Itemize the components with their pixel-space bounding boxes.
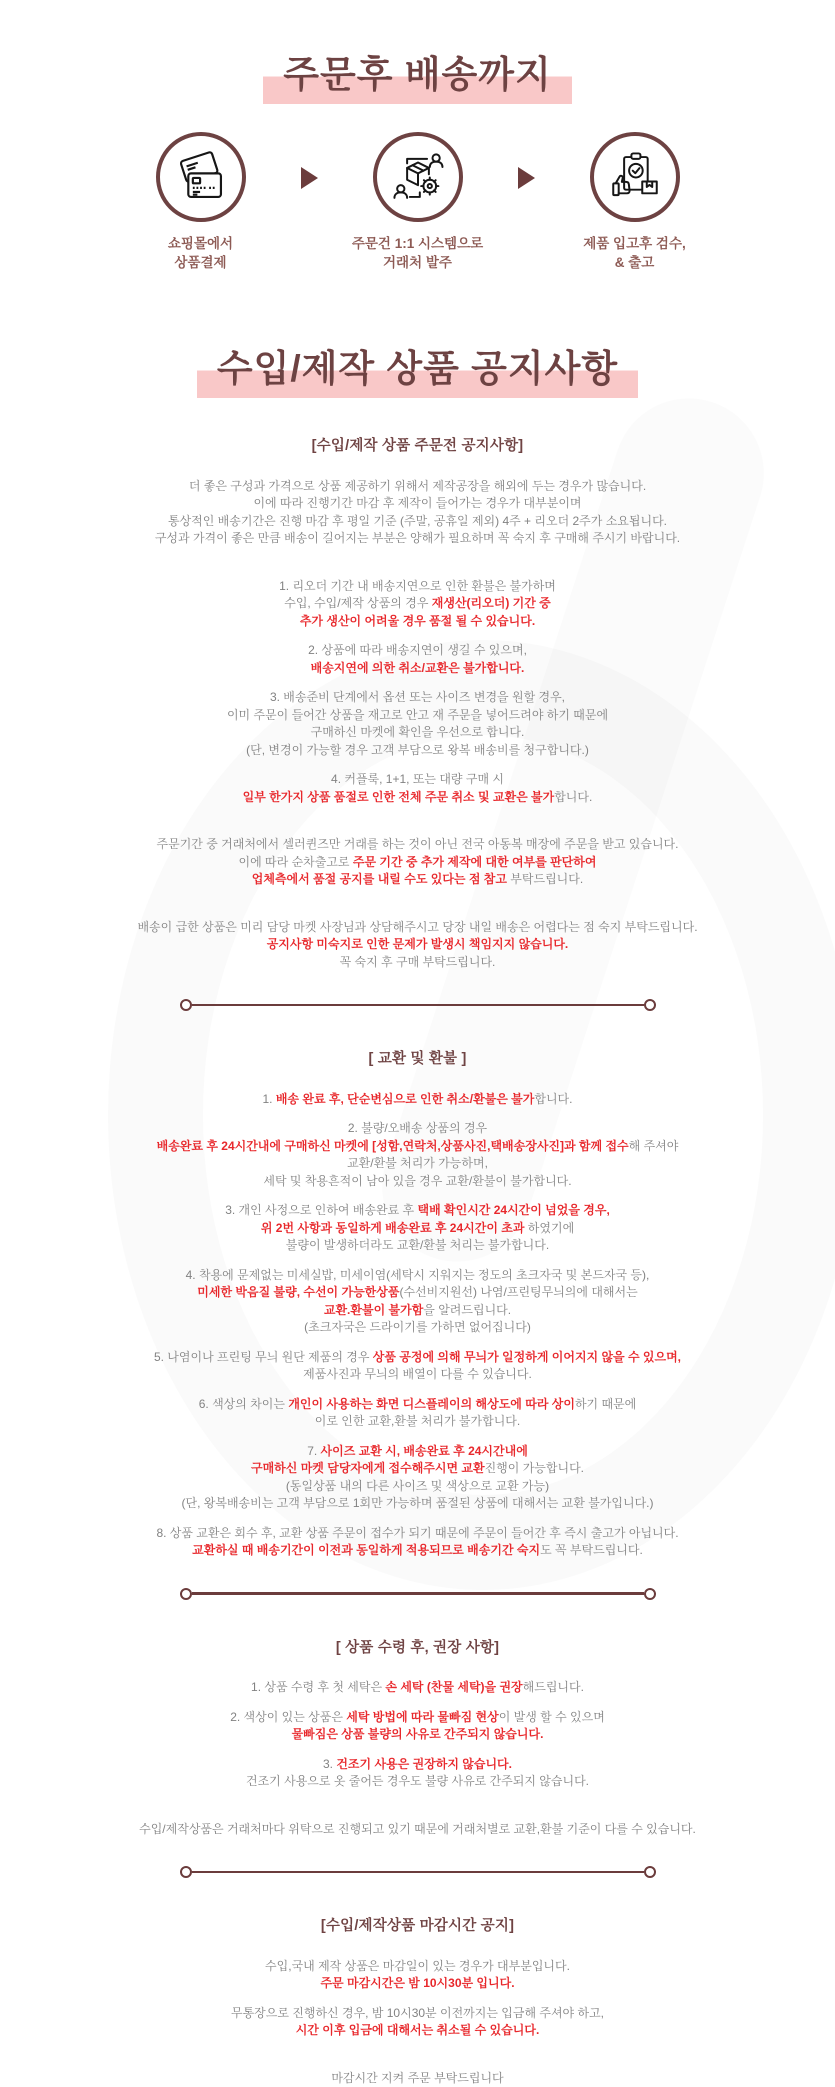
step-circle — [590, 132, 680, 222]
notice-paragraph — [86, 1958, 750, 1993]
text-segment: (단, 왕복배송비는 고객 부담으로 1회만 가능하며 품절된 상품에 대해서는 교환 불가입니다.) — [182, 1496, 654, 1510]
text-segment: (초크자국은 드라이기를 가하면 없어집니다) — [304, 1320, 531, 1334]
text-segment: 이미 주문이 들어간 상품을 재고로 안고 재 주문을 넣어드려야 하기 때문에 — [227, 708, 608, 722]
notice-line — [86, 936, 750, 954]
notice-paragraph — [86, 919, 750, 972]
text-segment: 시간 이후 입금에 대해서는 취소될 수 있습니다. — [296, 2023, 540, 2037]
notice-line — [86, 1413, 750, 1431]
text-segment: 수입, 수입/제작 상품의 경우 — [284, 596, 432, 610]
notice-title-text: 수입/제작 상품 공지사항 — [197, 338, 638, 398]
page-title-text: 주문후 배송까지 — [263, 44, 571, 104]
notice-line — [86, 854, 750, 872]
text-segment: 해 주셔야 — [629, 1139, 679, 1153]
text-segment: 5. 나염이나 프린팅 무늬 원단 제품의 경우 — [154, 1350, 373, 1364]
step-label-line: & 출고 — [583, 253, 686, 272]
notice-paragraph — [86, 642, 750, 677]
notice-page — [68, 0, 768, 2030]
text-segment: 합니다. — [534, 1092, 572, 1106]
notice-line — [86, 919, 750, 937]
text-segment: 교환/환불 처리가 가능하며, — [347, 1156, 488, 1170]
notice-line — [86, 742, 750, 760]
text-segment: 을 알려드립니다. — [423, 1303, 511, 1317]
text-segment: 세탁 방법에 따라 물빠짐 현상 — [346, 1710, 498, 1724]
text-segment: 건조기 사용은 권장하지 않습니다. — [336, 1757, 512, 1771]
notice-sections — [86, 438, 750, 2087]
notice-line — [86, 1542, 750, 1560]
notice-paragraph — [86, 1709, 750, 1744]
notice-line — [86, 1120, 750, 1138]
text-segment: 수입/제작상품은 거래처마다 위탁으로 진행되고 있기 때문에 거래처별로 교환,환불 기준이 다를 수 있습니다. — [139, 1822, 696, 1836]
text-segment: 상품 공정에 의해 무늬가 일정하게 이어지지 않을 수 있으며, — [373, 1350, 681, 1364]
section-header: [수입/제작상품 마감시간 공지] — [86, 1918, 750, 1936]
text-segment: 8. 상품 교환은 회수 후, 교환 상품 주문이 접수가 되기 때문에 주문이 들어간 후 즉시 출고가 아닙니다. — [156, 1526, 678, 1540]
notice-paragraph — [86, 1396, 750, 1431]
arrow-right-icon — [518, 167, 535, 189]
text-segment: 3. — [323, 1757, 336, 1771]
text-segment: 해드립니다. — [523, 1680, 584, 1694]
notice-line — [86, 2022, 750, 2040]
step-label — [168, 234, 233, 272]
notice-line — [86, 1525, 750, 1543]
text-segment: 7. — [307, 1444, 320, 1458]
notice-line — [86, 1237, 750, 1255]
notice-line — [86, 1726, 750, 1744]
text-segment: 1. 상품 수령 후 첫 세탁은 — [251, 1680, 385, 1694]
step-label-line: 상품결제 — [168, 253, 233, 272]
text-segment: 도 꼭 부탁드립니다. — [540, 1543, 643, 1557]
notice-line — [86, 642, 750, 660]
text-segment: 4. 착용에 문제없는 미세실밥, 미세이염(세탁시 지워지는 정도의 초크자국 및 본드자국 등), — [186, 1268, 650, 1282]
order-process-flow — [68, 132, 768, 272]
notice-line — [86, 836, 750, 854]
notice-line — [86, 613, 750, 631]
divider-ring-icon — [644, 999, 656, 1011]
section-header: [ 교환 및 환불 ] — [86, 1051, 750, 1069]
notice-paragraph — [86, 1267, 750, 1337]
notice-line — [86, 724, 750, 742]
process-step-order-system — [334, 132, 502, 272]
text-segment: 택배 확인시간 24시간이 넘었을 경우, — [418, 1203, 610, 1217]
text-segment: 미세한 박음질 불량, 수선이 가능한상품 — [197, 1285, 399, 1299]
text-segment: 주문 기간 중 추가 제작에 대한 여부를 판단하여 — [353, 855, 597, 869]
divider-ring-icon — [180, 1588, 192, 1600]
step-label — [583, 234, 686, 272]
text-segment: 구성과 가격이 좋은 만큼 배송이 길어지는 부분은 양해가 필요하며 꼭 숙지 후 구매해 주시기 바랍니다. — [155, 531, 680, 545]
text-segment: 하였기에 — [524, 1221, 574, 1235]
text-segment: 이 발생 할 수 있으며 — [499, 1710, 605, 1724]
text-segment: (수선비지원선) 나염/프린팅무늬의에 대해서는 — [399, 1285, 637, 1299]
text-segment: 통상적인 배송기간은 진행 마감 후 평일 기준 (주말, 공휴일 제외) 4주 + 리오더 2주가 소요됩니다. — [168, 514, 667, 528]
notice-line — [86, 1091, 750, 1109]
text-segment: 진행이 가능합니다. — [485, 1461, 584, 1475]
notice-line — [86, 707, 750, 725]
section-header: [ 상품 수령 후, 권장 사항] — [86, 1640, 750, 1658]
section-divider — [180, 1866, 656, 1878]
notice-line — [86, 1495, 750, 1513]
text-segment: 일부 한가지 상품 품절로 인한 전체 주문 취소 및 교환은 불가 — [243, 790, 555, 804]
notice-paragraph — [86, 1120, 750, 1190]
notice-paragraph — [86, 1756, 750, 1791]
text-segment: 위 2번 사항과 동일하게 배송완료 후 24시간이 초과 — [261, 1221, 525, 1235]
notice-line — [86, 1349, 750, 1367]
notice-line — [86, 1319, 750, 1337]
step-label-line: 거래처 발주 — [352, 253, 483, 272]
notice-title — [68, 338, 768, 398]
text-segment: 건조기 사용으로 옷 줄어든 경우도 불량 사유로 간주되지 않습니다. — [246, 1774, 589, 1788]
text-segment: 2. 상품에 따라 배송지연이 생길 수 있으며, — [308, 643, 527, 657]
notice-paragraph — [86, 771, 750, 806]
page-title — [68, 0, 768, 104]
text-segment: 꼭 숙지 후 구매 부탁드립니다. — [340, 955, 496, 969]
text-segment: 1. 리오더 기간 내 배송지연으로 인한 환불은 불가하며 — [279, 579, 556, 593]
divider-ring-icon — [180, 999, 192, 1011]
notice-line — [86, 1975, 750, 1993]
text-segment: 공지사항 미숙지로 인한 문제가 발생시 책임지지 않습니다. — [267, 937, 569, 951]
text-segment: 3. 배송준비 단계에서 옵션 또는 사이즈 변경을 원할 경우, — [270, 690, 565, 704]
notice-line — [86, 1396, 750, 1414]
divider-ring-icon — [180, 1866, 192, 1878]
text-segment: 구매하신 마켓에 확인을 우선으로 합니다. — [311, 725, 525, 739]
process-step-payment — [117, 132, 285, 272]
text-segment: 배송완료 후 24시간내에 구매하신 마켓에 [성함,연락처,상품사진,택배송장사진]과 함께 접수 — [157, 1139, 629, 1153]
text-segment: 마감시간 지켜 주문 부탁드립니다 — [331, 2071, 503, 2085]
notice-line — [86, 689, 750, 707]
text-segment: 합니다. — [554, 790, 592, 804]
text-segment: 4. 커플룩, 1+1, 또는 대량 구매 시 — [331, 772, 504, 786]
text-segment: 배송이 급한 상품은 미리 담당 마켓 사장님과 상담해주시고 당장 내일 배송은 어렵다는 점 숙지 부탁드립니다. — [137, 920, 697, 934]
notice-line — [86, 771, 750, 789]
notice-paragraph — [86, 836, 750, 889]
text-segment: 교환하실 때 배송기간이 이전과 동일하게 적용되므로 배송기간 숙지 — [192, 1543, 540, 1557]
text-segment: 1. — [263, 1092, 276, 1106]
notice-line — [86, 1958, 750, 1976]
text-segment: 2. 색상이 있는 상품은 — [230, 1710, 346, 1724]
text-segment: 이로 인한 교환,환불 처리가 불가합니다. — [315, 1414, 520, 1428]
step-label — [352, 234, 483, 272]
notice-paragraph — [86, 478, 750, 548]
notice-line — [86, 1302, 750, 1320]
notice-line — [86, 513, 750, 531]
text-segment: 무통장으로 진행하신 경우, 밤 10시30분 이전까지는 입금해 주셔야 하고, — [231, 2006, 604, 2020]
text-segment: 불량이 발생하더라도 교환/환불 처리는 불가합니다. — [286, 1238, 549, 1252]
notice-line — [86, 530, 750, 548]
notice-line — [86, 1202, 750, 1220]
text-segment: 구매하신 마켓 담당자에게 접수해주시면 교환 — [251, 1461, 485, 1475]
notice-paragraph — [86, 1349, 750, 1384]
notice-line — [86, 578, 750, 596]
notice-paragraph — [86, 689, 750, 759]
notice-line — [86, 1709, 750, 1727]
notice-line — [86, 1756, 750, 1774]
notice-paragraph — [86, 1525, 750, 1560]
text-segment: 사이즈 교환 시, 배송완료 후 24시간내에 — [321, 1444, 528, 1458]
notice-line — [86, 495, 750, 513]
step-circle — [373, 132, 463, 222]
notice-paragraph — [86, 1679, 750, 1697]
notice-line — [86, 789, 750, 807]
text-segment: (단, 변경이 가능할 경우 고객 부담으로 왕복 배송비를 청구합니다.) — [246, 743, 589, 757]
notice-line — [86, 1155, 750, 1173]
text-segment: 교환.환불이 불가함 — [324, 1303, 423, 1317]
text-segment: 주문기간 중 거래처에서 셀러퀸즈만 거래를 하는 것이 아닌 전국 아동복 매장에 주문을 받고 있습니다. — [157, 837, 679, 851]
text-segment: 재생산(리오더) 기간 중 — [432, 596, 551, 610]
text-segment: (동일상품 내의 다른 사이즈 및 색상으로 교환 가능) — [286, 1479, 549, 1493]
notice-line — [86, 660, 750, 678]
text-segment: 배송지연에 의한 취소/교환은 불가합니다. — [311, 661, 525, 675]
notice-line — [86, 1366, 750, 1384]
notice-paragraph — [86, 1202, 750, 1255]
text-segment: 배송 완료 후, 단순변심으로 인한 취소/환불은 불가 — [276, 1092, 535, 1106]
notice-paragraph — [86, 2005, 750, 2040]
section-header: [수입/제작 상품 주문전 공지사항] — [86, 438, 750, 456]
text-segment: 손 세탁 (찬물 세탁)을 권장 — [385, 1680, 522, 1694]
divider-ring-icon — [644, 1866, 656, 1878]
notice-line — [86, 1773, 750, 1791]
notice-line — [86, 2070, 750, 2087]
text-segment: 이에 따라 순차출고로 — [239, 855, 353, 869]
divider-ring-icon — [644, 1588, 656, 1600]
text-segment: 수입,국내 제작 상품은 마감일이 있는 경우가 대부분입니다. — [265, 1959, 570, 1973]
step-label-line: 쇼핑몰에서 — [168, 234, 233, 253]
text-segment: 업체측에서 품절 공지를 내릴 수도 있다는 점 참고 — [252, 872, 507, 886]
divider-line — [192, 1004, 644, 1007]
notice-line — [86, 871, 750, 889]
notice-paragraph — [86, 1443, 750, 1513]
text-segment: 주문 마감시간은 밤 10시30분 입니다. — [320, 1976, 514, 1990]
arrow-right-icon — [301, 167, 318, 189]
notice-line — [86, 1679, 750, 1697]
notice-line — [86, 595, 750, 613]
text-segment: 2. 불량/오배송 상품의 경우 — [348, 1121, 487, 1135]
inspection-shipping-icon — [606, 148, 664, 206]
notice-line — [86, 1267, 750, 1285]
text-segment: 더 좋은 구성과 가격으로 상품 제공하기 위해서 제작공장을 해외에 두는 경우가 많습니다. — [189, 479, 646, 493]
notice-line — [86, 954, 750, 972]
step-label-line: 제품 입고후 검수, — [583, 234, 686, 253]
notice-paragraph — [86, 2070, 750, 2087]
notice-line — [86, 1220, 750, 1238]
text-segment: 추가 생산이 어려울 경우 품절 될 수 있습니다. — [300, 614, 535, 628]
text-segment: 3. 개인 사정으로 인하여 배송완료 후 — [225, 1203, 417, 1217]
text-segment: 개인이 사용하는 화면 디스플레이의 해상도에 따라 상이 — [288, 1397, 575, 1411]
text-segment: 하기 때문에 — [575, 1397, 636, 1411]
text-segment: 6. 색상의 차이는 — [199, 1397, 289, 1411]
notice-line — [86, 2005, 750, 2023]
notice-line — [86, 1821, 750, 1839]
credit-card-icon — [172, 148, 230, 206]
step-label-line: 주문건 1:1 시스템으로 — [352, 234, 483, 253]
text-segment: 세탁 및 착용흔적이 남아 있을 경우 교환/환불이 불가합니다. — [263, 1174, 571, 1188]
notice-line — [86, 1460, 750, 1478]
notice-paragraph — [86, 578, 750, 631]
text-segment: 부탁드립니다. — [507, 872, 583, 886]
notice-paragraph — [86, 1091, 750, 1109]
divider-line — [192, 1871, 644, 1874]
notice-line — [86, 478, 750, 496]
notice-line — [86, 1443, 750, 1461]
process-step-inspection — [551, 132, 719, 272]
text-segment: 제품사진과 무늬의 배열이 다를 수 있습니다. — [303, 1367, 532, 1381]
text-segment: 이에 따라 진행기간 마감 후 제작이 들어가는 경우가 대부분이며 — [253, 496, 581, 510]
step-circle — [156, 132, 246, 222]
notice-line — [86, 1138, 750, 1156]
divider-line — [192, 1592, 644, 1595]
order-system-icon — [389, 148, 447, 206]
notice-paragraph — [86, 1821, 750, 1839]
section-divider — [180, 1588, 656, 1600]
text-segment: 물빠짐은 상품 불량의 사유로 간주되지 않습니다. — [292, 1727, 544, 1741]
section-divider — [180, 999, 656, 1011]
notice-line — [86, 1284, 750, 1302]
notice-line — [86, 1478, 750, 1496]
notice-line — [86, 1173, 750, 1191]
